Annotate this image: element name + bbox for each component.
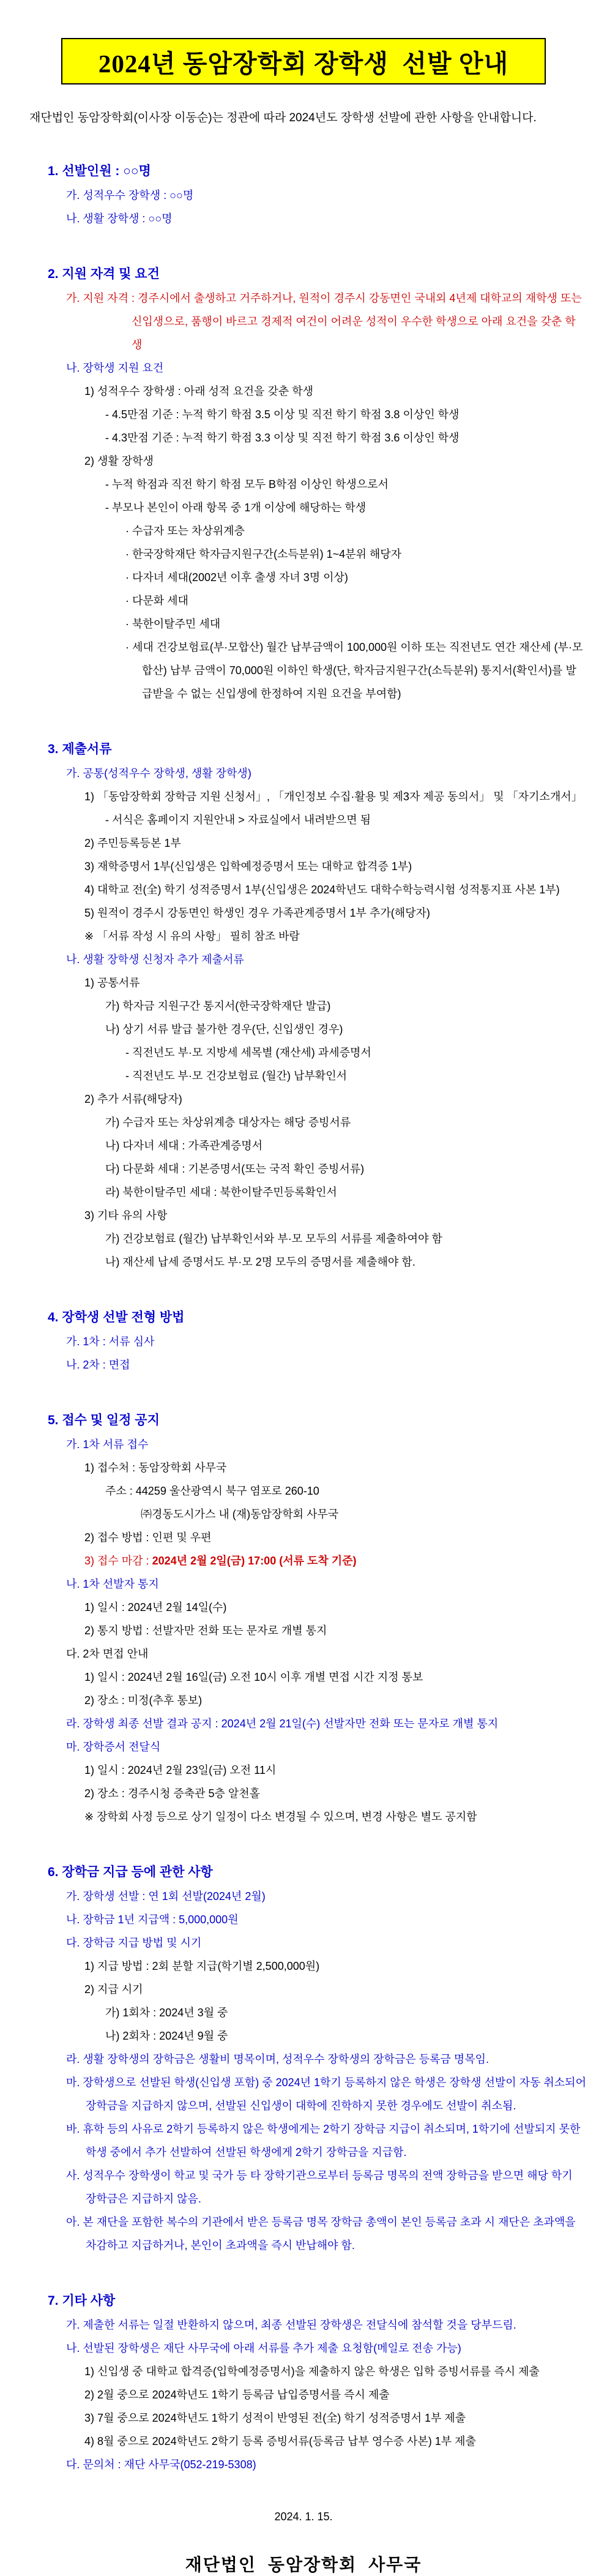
doc-line: 가. 성적우수 장학생 : ○○명: [66, 189, 194, 201]
doc-line: 아. 본 재단을 포함한 복수의 기관에서 받은 등록금 명목 장학금 총액이 본인 등록금 초과 시 재단은 초과액을 차감하고 지급하거나, 본인이 초과액을 즉시 반납해야 함.: [66, 2216, 576, 2251]
doc-line: 2) 통지 방법 : 선발자만 전화 또는 문자로 개별 통지: [84, 1624, 327, 1637]
doc-line: ㈜경동도시가스 내 (재)동암장학회 사무국: [141, 1508, 339, 1520]
doc-line: 2) 생활 장학생: [84, 455, 154, 467]
doc-line: 1) 성적우수 장학생 : 아래 성적 요건을 갖춘 학생: [84, 385, 313, 397]
doc-line: 2) 추가 서류(해당자): [84, 1093, 182, 1105]
doc-line: 마. 장학증서 전달식: [66, 1741, 161, 1753]
doc-line: - 4.5만점 기준 : 누적 학기 학점 3.5 이상 및 직전 학기 학점 3.8 이상인 학생: [105, 408, 460, 421]
doc-line: 가) 학자금 지원구간 통지서(한국장학재단 발급): [105, 1000, 331, 1012]
doc-line: 다. 2차 면접 안내: [66, 1648, 149, 1660]
doc-line: 1) 접수처 : 동암장학회 사무국: [84, 1462, 227, 1474]
doc-line: [0, 1549, 607, 1572]
doc-line: 3) 7월 중으로 2024학년도 1학기 성적이 반영된 전(全) 학기 성적증명서 1부 제출: [84, 2412, 466, 2424]
doc-line: 4) 8월 중으로 2024학년도 2학기 등록 증빙서류(등록금 납부 영수증 사본) 1부 제출: [84, 2435, 476, 2447]
doc-line: - 서식은 홈페이지 지원안내 > 자료실에서 내려받으면 됨: [105, 814, 371, 826]
doc-line: 가) 1회차 : 2024년 3월 중: [105, 2007, 228, 2019]
doc-line: 가. 지원 자격 : 경주시에서 출생하고 거주하거나, 원적이 경주시 강동면인 국내외 4년제 대학교의 재학생 또는 신입생으로, 품행이 바르고 경제적 여건이 어려운 성적이 우수한 학생으로 아래 요건을 갖춘 학생: [66, 292, 582, 351]
doc-line: 나. 장학금 1년 지급액 : 5,000,000원: [66, 1913, 239, 1926]
doc-line: 나) 2회차 : 2024년 9월 중: [105, 2030, 228, 2042]
doc-line: 나) 다자녀 세대 : 가족관계증명서: [105, 1140, 263, 1152]
footer-signature: 재단법인 동암장학회 사무국: [185, 2556, 422, 2575]
doc-line: · 다문화 세대: [125, 595, 188, 607]
doc-line: · 한국장학재단 학자금지원구간(소득분위) 1~4분위 해당자: [125, 548, 402, 560]
doc-line: 2) 장소 : 미정(추후 통보): [84, 1694, 203, 1707]
doc-line: - 누적 학점과 직전 학기 학점 모두 B학점 이상인 학생으로서: [105, 478, 389, 490]
doc-line: 2) 접수 방법 : 인편 및 우편: [84, 1531, 212, 1544]
doc-line: 1) 일시 : 2024년 2월 23일(금) 오전 11시: [84, 1764, 277, 1776]
title-banner: [61, 38, 546, 84]
doc-line-emphasis: 2024년 2월 2일(금) 17:00 (서류 도착 기준): [152, 1555, 357, 1567]
doc-line-text: 3) 접수 마감 :: [84, 1555, 152, 1567]
doc-line: 2) 장소 : 경주시청 증축관 5층 알천홀: [84, 1787, 261, 1800]
doc-line: 마. 장학생으로 선발된 학생(신입생 포함) 중 2024년 1학기 등록하지 않은 학생은 장학생 선발이 자동 취소되어 장학금을 지급하지 않으며, 선발된 신입생이 대학에 진학하지 못한 경우에도 선발이 취소됨.: [66, 2076, 586, 2112]
doc-line: · 다자녀 세대(2002년 이후 출생 자녀 3명 이상): [125, 571, 348, 584]
doc-line: 라) 북한이탈주민 세대 : 북한이탈주민등록확인서: [105, 1186, 337, 1198]
section-heading: 5. 접수 및 일정 공지: [48, 1413, 160, 1427]
section-heading: 2. 지원 자격 및 요건: [48, 267, 160, 281]
doc-line: - 직전년도 부·모 지방세 세목별 (재산세) 과세증명서: [125, 1046, 371, 1059]
doc-line: · 수급자 또는 차상위계층: [125, 525, 245, 537]
doc-line: 나. 생활 장학생 : ○○명: [66, 212, 173, 225]
doc-line: 다. 장학금 지급 방법 및 시기: [66, 1937, 202, 1949]
doc-line: 가. 1차 : 서류 심사: [66, 1335, 155, 1348]
doc-line: 라. 생활 장학생의 장학금은 생활비 명목이며, 성적우수 장학생의 장학금은 등록금 명목임.: [66, 2053, 489, 2065]
doc-line: 1) 신입생 중 대학교 합격증(입학예정증명서)을 제출하지 않은 학생은 입학 증빙서류를 즉시 제출: [84, 2365, 540, 2378]
doc-line: 5) 원적이 경주시 강동면인 학생인 경우 가족관계증명서 1부 추가(해당자): [84, 907, 430, 919]
doc-line: · 세대 건강보험료(부·모합산) 월간 납부금액이 100,000원 이하 또는 직전년도 연간 재산세 (부·모합산) 납부 금액이 70,000원 이하인 학생(단, 학자금지원구간(소득분위) 통지서(확인서)를 발급받을 수 없는 신입생에 한정하여 지원 요건을 부여함): [125, 641, 583, 700]
doc-line: 1) 「동암장학회 장학금 지원 신청서」, 「개인정보 수집·활용 및 제3자 제공 동의서」 및 「자기소개서」: [84, 790, 583, 803]
scholarship-announcement-document: [0, 38, 607, 2575]
doc-line: - 직전년도 부·모 건강보험료 (월간) 납부확인서: [125, 1070, 347, 1082]
section-heading: 4. 장학생 선발 전형 방법: [48, 1310, 185, 1324]
doc-line: 2) 지급 시기: [84, 1983, 143, 1996]
doc-line: 1) 공통서류: [84, 977, 140, 989]
doc-line: 가. 장학생 선발 : 연 1회 선발(2024년 2월): [66, 1890, 266, 1902]
doc-line: 3) 기타 유의 사항: [84, 1209, 168, 1222]
doc-line: 가. 공통(성적우수 장학생, 생활 장학생): [66, 767, 251, 779]
doc-line: 나) 상기 서류 발급 불가한 경우(단, 신입생인 경우): [105, 1023, 343, 1035]
section-heading: 1. 선발인원 : ○○명: [48, 164, 151, 178]
doc-line: - 부모나 본인이 아래 항목 중 1개 이상에 해당하는 학생: [105, 501, 367, 514]
doc-line: 1) 일시 : 2024년 2월 14일(수): [84, 1601, 227, 1613]
doc-line: · 북한이탈주민 세대: [125, 618, 221, 630]
doc-line: 가) 수급자 또는 차상위계층 대상자는 해당 증빙서류: [105, 1116, 351, 1128]
doc-line: 2) 2월 중으로 2024학년도 1학기 등록금 납입증명서를 즉시 제출: [84, 2389, 390, 2401]
section-heading: 3. 제출서류: [48, 742, 112, 756]
doc-line: 가. 제출한 서류는 일절 반환하지 않으며, 최종 선발된 장학생은 전달식에 참석할 것을 당부드림.: [66, 2319, 516, 2331]
doc-line: ※ 장학회 사정 등으로 상기 일정이 다소 변경될 수 있으며, 변경 사항은 별도 공지함: [84, 1811, 477, 1823]
doc-line: 가. 1차 서류 접수: [66, 1438, 149, 1451]
doc-line: 라. 장학생 최종 선발 결과 공지 : 2024년 2월 21일(수) 선발자만 전화 또는 문자로 개별 통지: [66, 1718, 499, 1730]
doc-line: 나. 생활 장학생 신청자 추가 제출서류: [66, 953, 244, 966]
doc-line: 나. 장학생 지원 요건: [66, 362, 164, 374]
doc-line: 다. 문의처 : 재단 사무국(052-219-5308): [66, 2458, 256, 2471]
date-line: 2024. 1. 15.: [274, 2510, 333, 2523]
doc-line: 사. 성적우수 장학생이 학교 및 국가 등 타 장학기관으로부터 등록금 명목의 전액 장학금을 받으면 해당 학기 장학금은 지급하지 않음.: [66, 2169, 573, 2205]
doc-line: 나. 2차 : 면접: [66, 1359, 130, 1371]
doc-line: ※ 「서류 작성 시 유의 사항」 필히 참조 바람: [84, 930, 300, 942]
page-title: 2024년 동암장학회 장학생 선발 안내: [98, 49, 509, 78]
doc-line: 3) 재학증명서 1부(신입생은 입학예정증명서 또는 대학교 합격증 1부): [84, 860, 412, 873]
doc-line: 1) 지급 방법 : 2회 분할 지급(학기별 2,500,000원): [84, 1960, 320, 1972]
section-heading: 7. 기타 사항: [48, 2294, 116, 2308]
intro-paragraph: 재단법인 동암장학회(이사장 이동순)는 정관에 따라 2024년도 장학생 선발에 관한 사항을 안내합니다.: [29, 111, 537, 124]
doc-line: 4) 대학교 전(全) 학기 성적증명서 1부(신입생은 2024학년도 대학수학능력시험 성적통지표 사본 1부): [84, 884, 560, 896]
doc-line: 바. 휴학 등의 사유로 2학기 등록하지 않은 학생에게는 2학기 장학금 지급이 취소되며, 1학기에 선발되지 못한 학생 중에서 추가 선발하여 선발된 학생에게 2학기 장학금을 지급함.: [66, 2123, 581, 2158]
doc-line: 가) 건강보험료 (월간) 납부확인서와 부·모 모두의 서류를 제출하여야 함: [105, 1233, 442, 1245]
doc-line: 나) 재산세 납세 증명서도 부·모 2명 모두의 증명서를 제출해야 함.: [105, 1256, 415, 1268]
section-heading: 6. 장학금 지급 등에 관한 사항: [48, 1865, 213, 1879]
doc-line: 주소 : 44259 울산광역시 북구 염포로 260-10: [105, 1485, 319, 1497]
doc-line: 나. 1차 선발자 통지: [66, 1578, 159, 1590]
doc-line: 다) 다문화 세대 : 기본증명서(또는 국적 확인 증빙서류): [105, 1163, 365, 1175]
doc-line: 2) 주민등록등본 1부: [84, 837, 181, 849]
doc-line: 1) 일시 : 2024년 2월 16일(금) 오전 10시 이후 개별 면접 시간 지정 통보: [84, 1671, 423, 1683]
doc-line: 나. 선발된 장학생은 재단 사무국에 아래 서류를 추가 제출 요청함(메일로 전송 가능): [66, 2342, 461, 2354]
sections-container: [0, 159, 607, 2476]
doc-line: - 4.3만점 기준 : 누적 학기 학점 3.3 이상 및 직전 학기 학점 3.6 이상인 학생: [105, 432, 460, 444]
